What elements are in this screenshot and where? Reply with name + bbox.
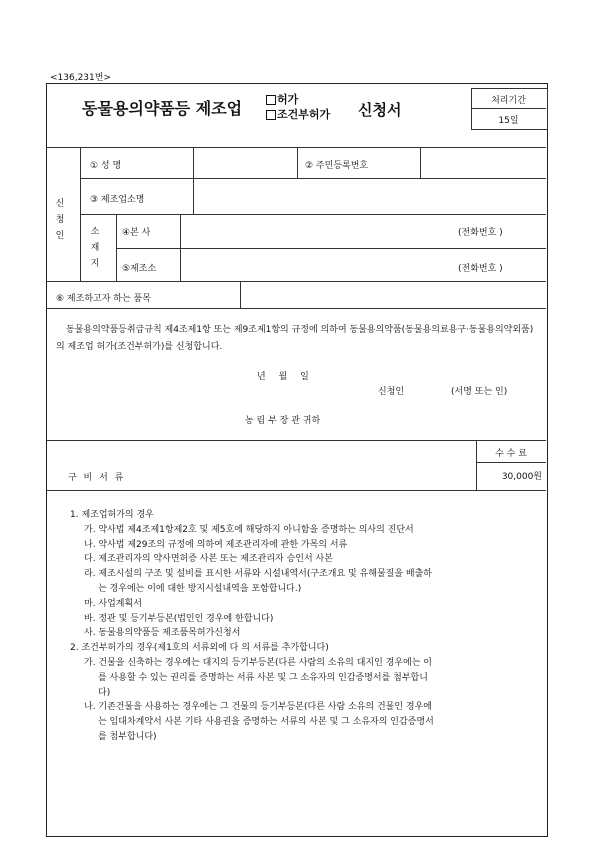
form-number: <136,231번> — [50, 73, 111, 83]
head-office-address-field[interactable] — [183, 216, 453, 246]
title-suffix: 신청서 — [358, 101, 402, 119]
resident-number-label: ② 주민등록번호 — [305, 161, 369, 171]
factory-address-field[interactable] — [183, 251, 453, 279]
checkbox-icon — [266, 110, 276, 120]
doc-line: 사. 동물용의약품등 제조품목허가신청서 — [84, 628, 241, 639]
doc-line: 2. 조건부허가의 경우(제1호의 서류외에 다 의 서류를 추가합니다) — [70, 643, 329, 654]
doc-line: 는 경우에는 이에 대한 방지시설내역을 포함합니다.) — [98, 583, 302, 594]
doc-line: 라. 제조시설의 구조 및 설비를 표시한 서류와 시설내역서(구조개요 및 유해물질을 배출하 — [84, 569, 432, 580]
factory-phone[interactable]: (전화번호 ) — [458, 264, 503, 274]
doc-line: 가. 약사법 제4조제1항제2호 및 제5호에 해당하지 아니함을 증명하는 의사의 진단서 — [84, 524, 414, 535]
doc-line: 나. 기존건물을 사용하는 경우에는 그 건물의 등기부등본(다른 사람 소유의 건물인 경우에 — [84, 702, 432, 713]
doc-line: 를 첨부합니다) — [98, 731, 157, 742]
applicant-section-label: 신 청 인 — [55, 199, 65, 241]
plant-name-field[interactable] — [196, 181, 544, 211]
application-statement: 동물용의약품등취급규칙 제4조제1항 또는 제9조제1항의 규정에 의하여 동물용의약품(동물용의료용구·동물용의약외품)의 제조업 허가(조건부허가)를 신청합니다. — [56, 325, 534, 352]
head-office-phone[interactable]: (전화번호 ) — [458, 228, 503, 238]
head-office-label: ④본 사 — [122, 228, 151, 238]
doc-line: 마. 사업계획서 — [84, 598, 142, 609]
name-field[interactable] — [196, 150, 294, 176]
addressee: 농 림 부 장 관 귀하 — [245, 416, 321, 426]
form-title: 동물용의약품등 제조업 — [82, 99, 243, 118]
doc-line: 를 사용할 수 있는 권리를 증명하는 서류 사본 및 그 소유자의 인감증명서를 첨부합니 — [98, 672, 428, 683]
doc-line: 바. 정관 및 등기부등본(법인인 경우에 한합니다) — [84, 613, 274, 624]
location-label: 소 재 지 — [90, 227, 100, 269]
resident-number-field[interactable] — [423, 150, 543, 176]
fee-value: 30,000원 — [501, 472, 542, 482]
sign-note: (서명 또는 인) — [451, 387, 508, 397]
name-label: ① 성 명 — [90, 161, 122, 171]
title-options — [266, 92, 330, 122]
documents-list — [70, 508, 540, 745]
processing-label: 처리기간 — [491, 96, 526, 106]
doc-line: 다. 제조관리자의 약사면허증 사본 또는 제조관리자 승인서 사본 — [84, 554, 333, 565]
fee-label: 수 수 료 — [495, 449, 527, 459]
applicant-sign-label: 신청인 — [378, 387, 405, 397]
doc-line: 나. 약사법 제29조의 규정에 의하여 제조관리자에 관한 가목의 서류 — [84, 539, 348, 550]
plant-name-label: ③ 제조업소명 — [90, 195, 145, 205]
option-license[interactable]: 허가 — [266, 92, 330, 107]
checkbox-icon — [266, 95, 276, 105]
doc-line: 1. 제조업허가의 경우 — [70, 510, 154, 520]
processing-value: 15일 — [498, 116, 519, 126]
documents-label: 구 비 서 류 — [68, 473, 124, 483]
factory-label: ⑤제조소 — [122, 264, 157, 274]
date-line: 년 월 일 — [257, 372, 309, 382]
items-field[interactable] — [243, 284, 543, 306]
option-conditional[interactable]: 조건부허가 — [266, 107, 330, 122]
items-label: ⑥ 제조하고자 하는 품목 — [56, 294, 151, 304]
doc-line: 가. 건물을 신축하는 경우에는 대지의 등기부등본(다른 사람의 소유의 대지인 경우에는 이 — [84, 657, 432, 668]
doc-line: 다) — [98, 687, 111, 698]
doc-line: 는 임대차계약서 사본 기타 사용권을 증명하는 서류의 사본 및 그 소유자의 인감증명서 — [98, 717, 434, 728]
